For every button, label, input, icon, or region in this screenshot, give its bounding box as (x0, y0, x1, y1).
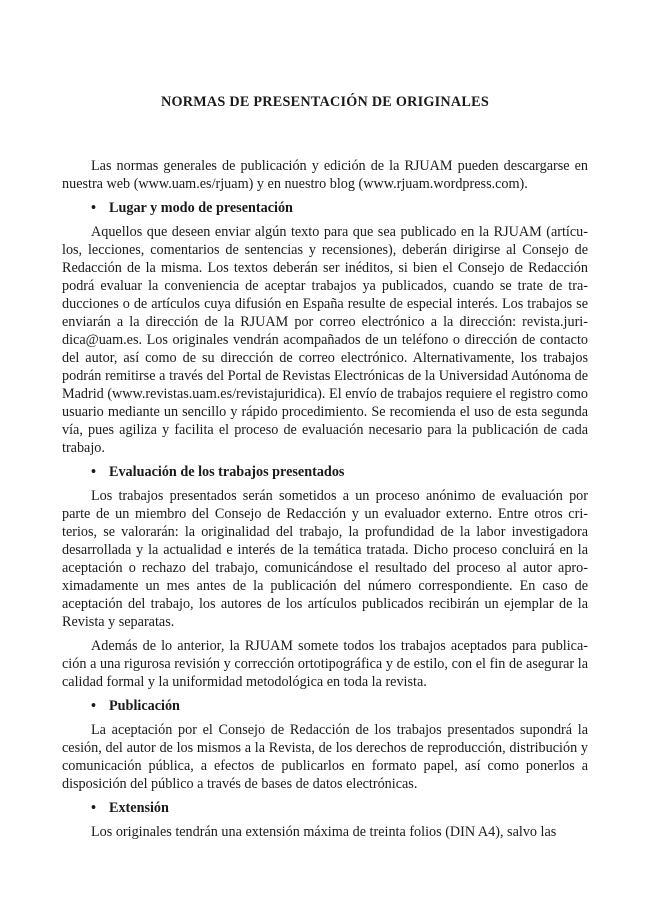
page-title: NORMAS DE PRESENTACIÓN DE ORIGINALES (160, 94, 489, 110)
paragraph: Aquellos que deseen enviar algún texto para que sea publicado en la RJUAM (artículos, lecciones, comentarios de sentencias y recensiones), deberán dirigirse al Consejo de Redacción de la misma. Los textos deberán ser inéditos, si bien el Consejo de Redacción podrá evaluar la conveniencia de aceptar trabajos ya publicados, cuando se trate de traducciones o de artículos cuya difusión en España resulte de especial interés. Los trabajos se enviarán a la dirección de la RJUAM por correo electrónico a la dirección: revista.juridica@uam.es. Los originales vendrán acompañados de un teléfono o dirección de contacto del autor, así como de su dirección de correo electrónico. Alternativamente, los trabajos podrán remitirse a través del Portal de Revistas Electrónicas de la Universidad Autónoma de Madrid (www.revistas.uam.es/revistajuridica). El envío de trabajos requiere el registro como usuario mediante un sencillo y rápido procedimiento. Se recomienda el uso de esta segunda vía, pues agiliza y facilita el proceso de evaluación necesario para la publicación de cada trabajo. (62, 224, 588, 456)
paragraph: Los originales tendrán una extensión máxima de treinta folios (DIN A4), salvo las (91, 824, 557, 840)
section-heading-text: Lugar y modo de presentación (109, 200, 293, 216)
paragraph: Los trabajos presentados serán sometidos a un proceso anónimo de evaluación por parte de un miembro del Consejo de Redacción y un evaluador externo. Entre otros criterios, se valorarán: la originalidad del trabajo, la profundidad de la labor investigadora desarrollada y la actualidad e interés de la temática tratada. Dicho proceso concluirá en la aceptación o rechazo del trabajo, comunicándose el resultado del proceso al autor aproximadamente un mes antes de la publicación del número correspondiente. En caso de aceptación del trabajo, los autores de los artículos publicados recibirán un ejemplar de la Revista y separatas. (62, 488, 588, 630)
section-heading (62, 199, 588, 217)
paragraph: La aceptación por el Consejo de Redacción de los trabajos presentados supondrá la cesión, del autor de los mismos a la Revista, de los derechos de reproducción, distribución y comunicación pública, a efectos de publicarlos en formato papel, así como ponerlos a disposición del público a través de bases de datos electrónicas. (62, 722, 588, 792)
section-heading (62, 697, 588, 715)
section-heading-text: Publicación (109, 698, 180, 714)
paragraph: Además de lo anterior, la RJUAM somete todos los trabajos aceptados para publicación a una rigurosa revisión y corrección ortotipográfica y de estilo, con el fin de asegurar la calidad formal y la uniformidad metodológica en toda la revista. (62, 638, 588, 690)
document-page (62, 0, 588, 847)
bullet-icon: • (91, 800, 96, 816)
bullet-icon: • (91, 698, 96, 714)
section-heading-text: Evaluación de los trabajos presentados (109, 464, 345, 480)
paragraph: Las normas generales de publicación y edición de la RJUAM pueden descargarse en nuestra web (www.uam.es/rjuam) y en nuestro blog (www.rjuam.wordpress.com). (62, 158, 588, 192)
section-heading (62, 463, 588, 481)
section-heading-text: Extensión (109, 800, 169, 816)
bullet-icon: • (91, 200, 96, 216)
bullet-icon: • (91, 464, 96, 480)
section-heading (62, 799, 588, 817)
document-body (62, 157, 588, 841)
